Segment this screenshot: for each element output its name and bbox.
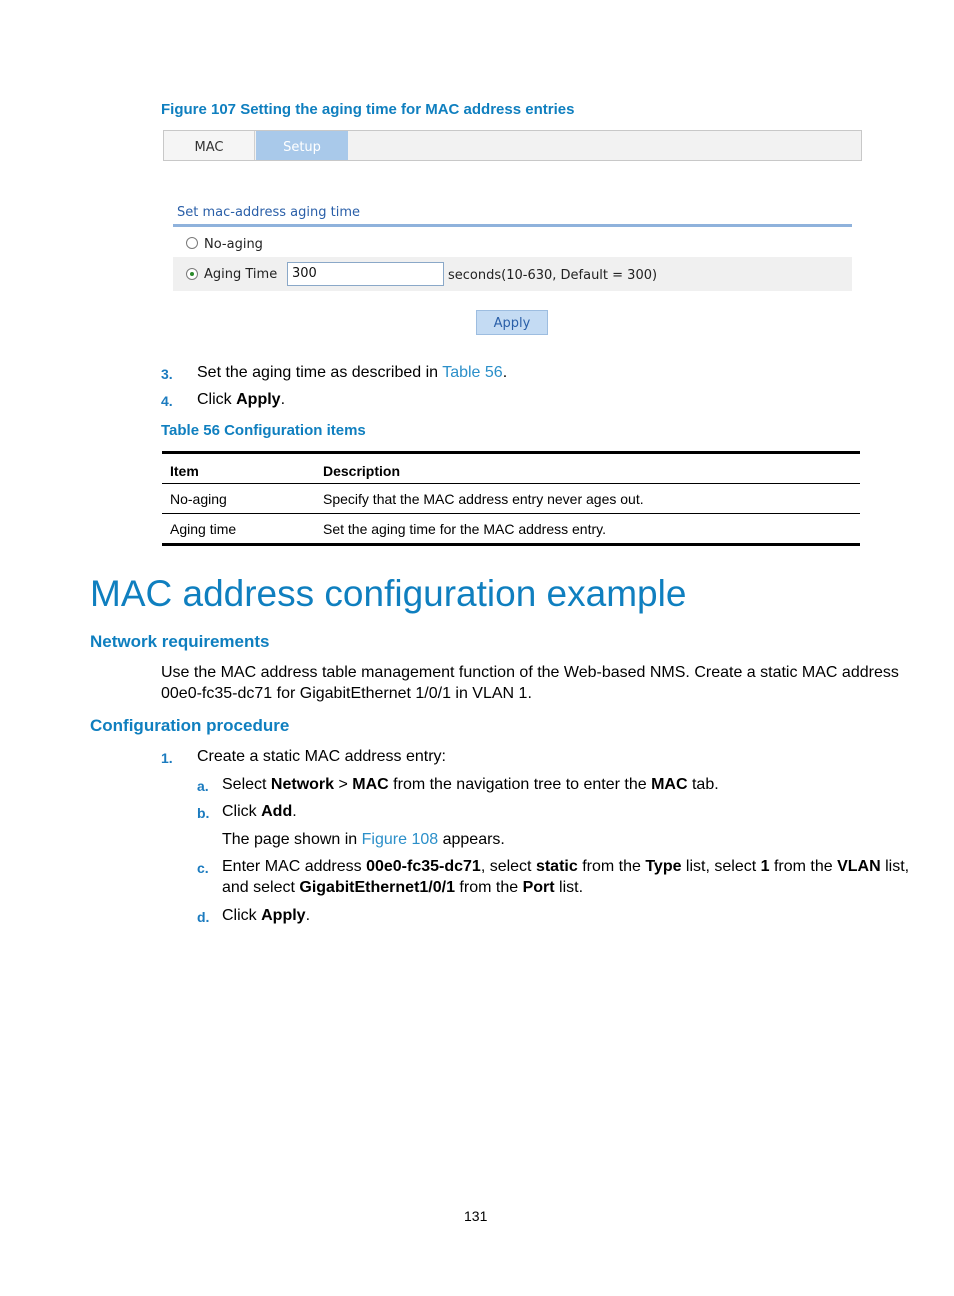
bold-run: MAC	[352, 776, 389, 793]
bold-run: GigabitEthernet1/0/1	[299, 879, 455, 896]
table-header: Item	[162, 453, 315, 484]
step-number: 3.	[161, 366, 173, 382]
text-run: from the	[769, 858, 838, 875]
table-cell: Specify that the MAC address entry never ages out.	[315, 484, 860, 514]
text-run: , select	[480, 858, 536, 875]
text-run: from the	[577, 858, 646, 875]
bold-run: 00e0-fc35-dc71	[366, 858, 481, 875]
step-4-bold: Apply	[236, 391, 281, 408]
substep-letter: d.	[197, 909, 210, 925]
tab-bar	[163, 130, 862, 161]
section-title: Set mac-address aging time	[177, 205, 360, 220]
step-4-pre: Click	[197, 391, 237, 408]
text-run: list,	[880, 858, 910, 875]
text-run: appears.	[438, 831, 505, 848]
text-run: Click	[222, 803, 262, 820]
step-1-text: Create a static MAC address entry:	[197, 748, 446, 765]
no-aging-label: No-aging	[204, 237, 263, 252]
page-heading: MAC address configuration example	[90, 573, 687, 614]
text-run: and select	[222, 879, 300, 896]
tab-setup[interactable]: Setup	[256, 131, 348, 160]
radio-selected-dot	[190, 272, 194, 276]
figure-caption: Figure 107 Setting the aging time for MAC address entries	[161, 101, 575, 118]
apply-button[interactable]: Apply	[476, 310, 548, 335]
step-3-post: .	[502, 364, 508, 381]
text-run: tab.	[687, 776, 719, 793]
text-run: The page shown in	[222, 831, 362, 848]
step-number: 1.	[161, 750, 173, 766]
substep-b-text	[222, 803, 297, 821]
text-run: Select	[222, 776, 271, 793]
bold-run: Apply	[261, 907, 306, 924]
network-requirements-line-2: 00e0-fc35-dc71 for GigabitEthernet 1/0/1 in VLAN 1.	[161, 685, 532, 702]
text-run: list, select	[681, 858, 761, 875]
aging-time-radio[interactable]	[186, 268, 198, 280]
no-aging-radio[interactable]	[186, 237, 198, 249]
text-run: from the navigation tree to enter the	[388, 776, 652, 793]
text-run: Enter MAC address	[222, 858, 367, 875]
substep-c-line-1	[222, 858, 909, 876]
table-header: Description	[315, 453, 860, 484]
bold-run: Add	[261, 803, 293, 820]
bold-run: Port	[522, 879, 555, 896]
step-3-text	[197, 364, 507, 382]
text-run: list.	[554, 879, 584, 896]
table-56-link[interactable]: Table 56	[442, 364, 503, 381]
aging-time-label: Aging Time	[204, 267, 278, 282]
table-cell: Aging time	[162, 514, 315, 545]
step-4-post: .	[280, 391, 286, 408]
table-caption: Table 56 Configuration items	[161, 422, 366, 439]
network-requirements-heading: Network requirements	[90, 632, 270, 651]
bold-run: static	[535, 858, 578, 875]
text-run: Click	[222, 907, 262, 924]
bold-run: Type	[645, 858, 682, 875]
table-row	[162, 514, 860, 545]
figure-108-link[interactable]: Figure 108	[361, 831, 439, 848]
substep-c-line-2	[222, 879, 583, 897]
configuration-table	[162, 451, 860, 546]
tab-mac[interactable]: MAC	[164, 131, 255, 160]
substep-letter: c.	[197, 860, 209, 876]
text-run: .	[292, 803, 297, 820]
aging-time-input[interactable]: 300	[287, 262, 444, 286]
bold-run: Network	[270, 776, 335, 793]
substep-a-text	[222, 776, 719, 794]
substep-letter: b.	[197, 805, 210, 821]
table-row	[162, 484, 860, 514]
substep-d-text	[222, 907, 310, 925]
table-cell: Set the aging time for the MAC address entry.	[315, 514, 860, 545]
text-run: >	[334, 776, 353, 793]
step-3-pre: Set the aging time as described in	[197, 364, 443, 381]
text-run: .	[305, 907, 311, 924]
section-divider	[173, 224, 852, 227]
network-requirements-line-1: Use the MAC address table management function of the Web-based NMS. Create a static MAC address	[161, 664, 899, 681]
substep-b-note	[222, 831, 505, 849]
substep-letter: a.	[197, 778, 209, 794]
text-run: from the	[454, 879, 523, 896]
bold-run: 1	[760, 858, 770, 875]
bold-run: MAC	[651, 776, 688, 793]
step-4-text	[197, 391, 285, 409]
table-cell: No-aging	[162, 484, 315, 514]
bold-run: VLAN	[837, 858, 881, 875]
aging-time-hint: seconds(10-630, Default = 300)	[448, 268, 658, 283]
page-number: 131	[464, 1208, 488, 1224]
table-header-row	[162, 453, 860, 484]
configuration-procedure-heading: Configuration procedure	[90, 716, 290, 735]
step-number: 4.	[161, 393, 173, 409]
